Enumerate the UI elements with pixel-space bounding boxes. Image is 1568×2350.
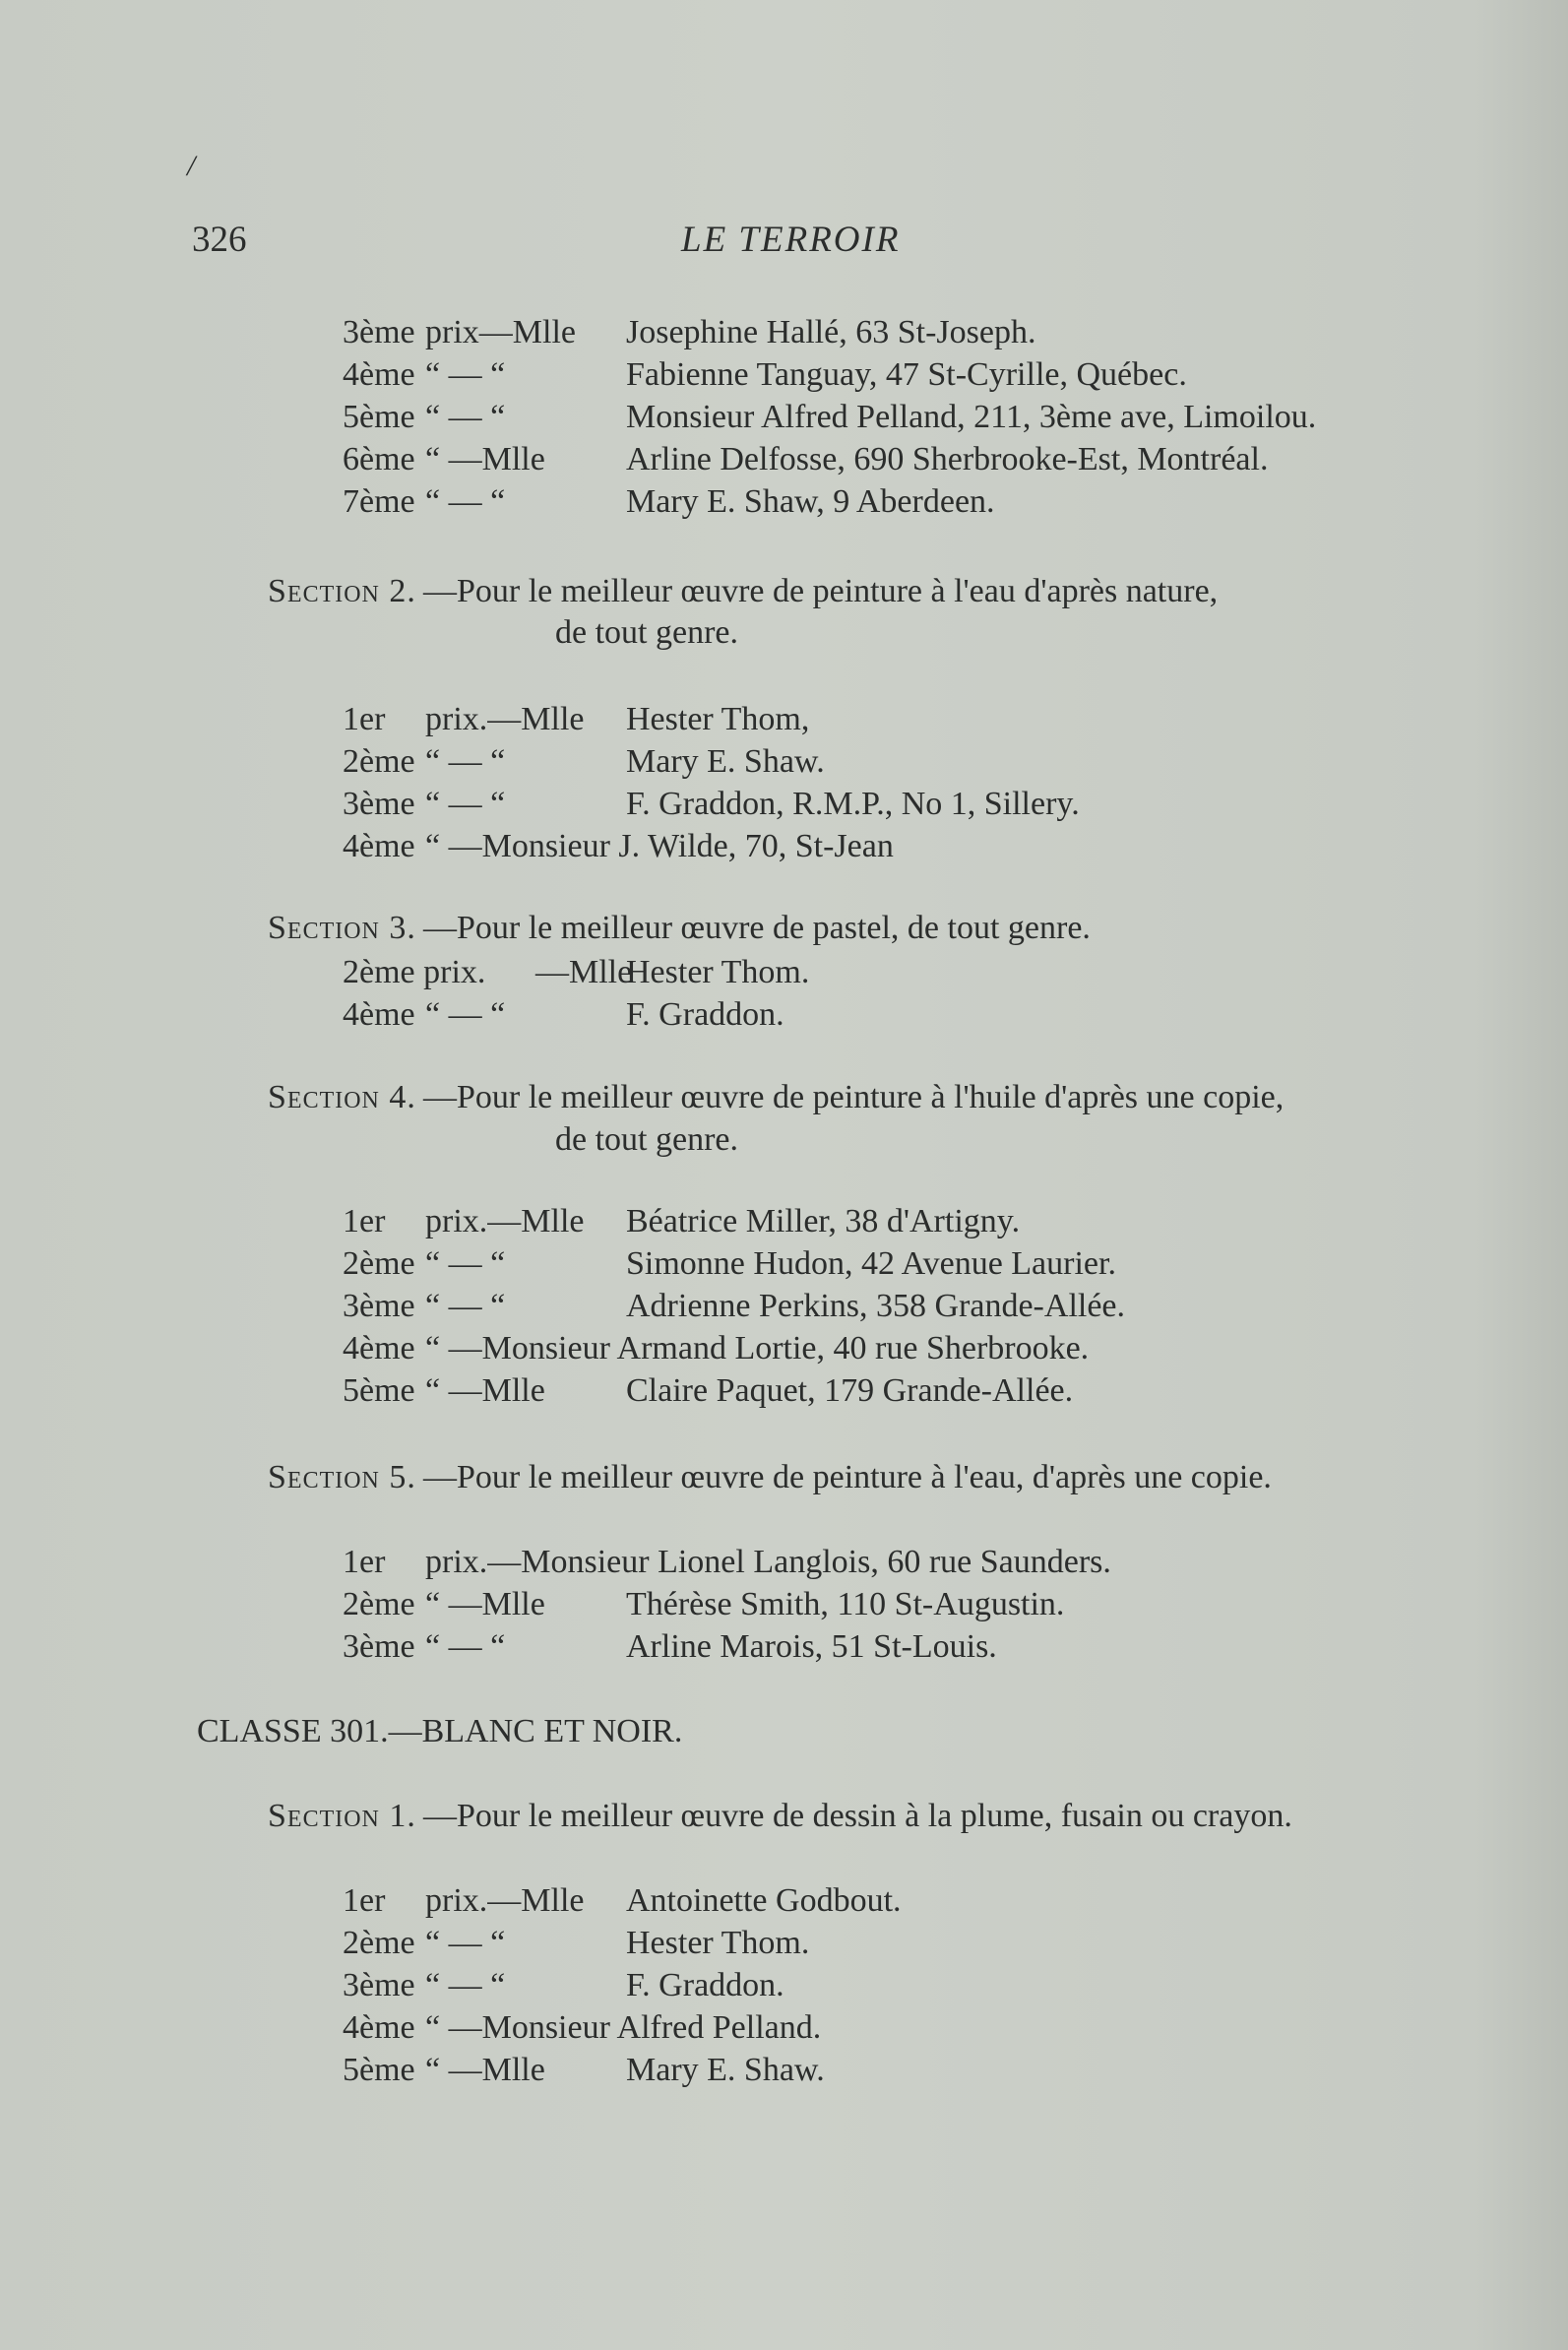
stray-mark: / [187, 150, 196, 182]
book-page: / 326 LE TERROIR 3ème prix—Mlle Josephine Hallé, 63 St-Joseph. 4ème “ — “ Fabienne Tanguay, 47 St-Cyrille, Québec. 5ème “ — “ Monsieur Alfred Pelland, 211, 3ème ave, Limoilou. 6ème “ —Mlle Arline Delfosse, 690 Sherbrooke-Est, Montréal. 7ème “ — “ Mary E. Shaw, 9 Aberdeen. Section 2. —Pour le meilleur œuvre de peinture à l'eau d'après nature, de tout genre. 1er prix.—Mlle Hester Thom, 2ème “ — “ Mary E. Shaw. 3ème “ — “ F. Graddon, R.M.P., No 1, Sillery. 4ème “ —Monsieur J. Wilde, 70, St-Jean Section 3. —Pour le meilleur œuvre de pastel, de tout genre. 2ème prix. —Mlle Hester Thom. 4ème “ — “ F. Graddon. Section 4. —Pour le meilleur œuvre de peinture à l'huile d'après une copie, de tout genre. 1er prix.—Mlle Béatrice Miller, 38 d'Artigny. 2ème “ — “ Simonne Hudon, 42 Avenue Laurier. 3ème “ — “ Adrienne Perkins, 358 Grande-Allée. 4ème “ —Monsieur Armand Lortie, 40 rue Sherbrooke. 5ème “ —Mlle Claire Paquet, 179 Grande-Allée. Section 5. —Pour le meilleur œuvre de peinture à l'eau, d'après une copie. 1er prix.—Monsieur Lionel Langlois, 60 rue Saunders. 2ème “ —Mlle Thérèse Smith, 110 St-Augustin. 3ème “ — “ Arline Marois, 51 St-Louis. CLASSE 301.—BLANC ET NOIR. Section 1. —Pour le meilleur œuvre de dessin à la plume, fusain ou crayon. 1er prix.—Mlle Antoinette Godbout. 2ème “ — “ Hester Thom. 3ème “ — “ F. Graddon. 4ème “ —Monsieur Alfred Pelland. 5ème “ —Mlle Mary E. Shaw. [0, 0, 1568, 2350]
page-number: 326 [192, 220, 247, 260]
running-head: LE TERROIR [681, 220, 901, 260]
